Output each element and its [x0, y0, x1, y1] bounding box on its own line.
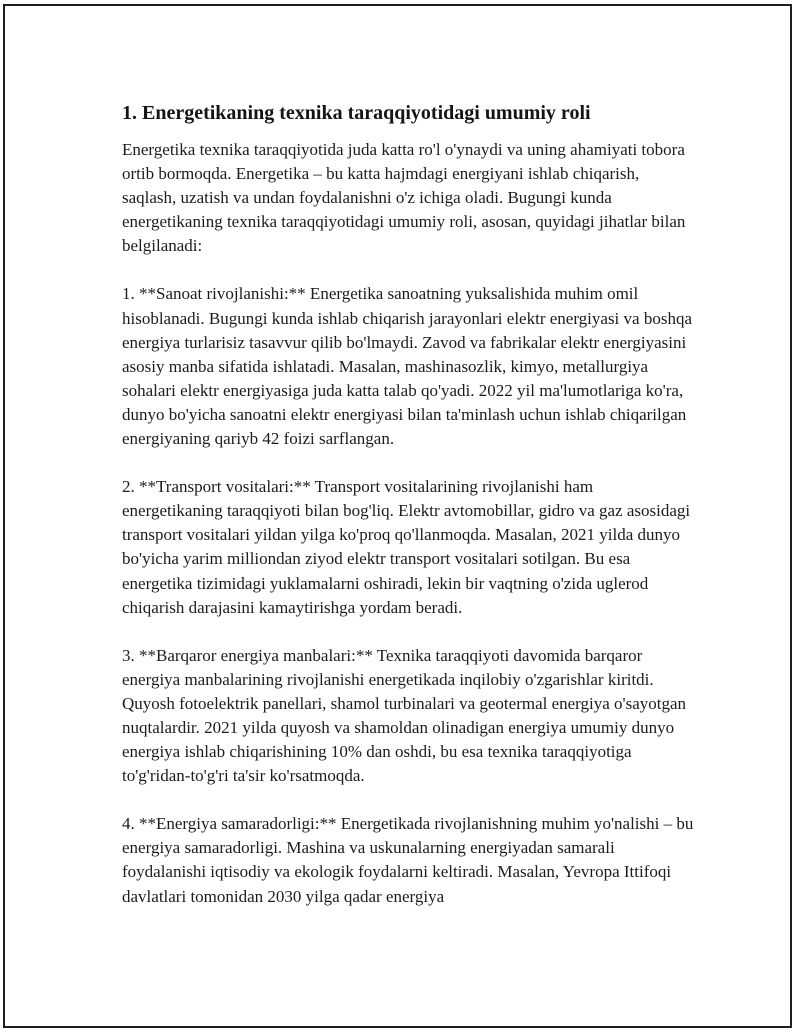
paragraph-transport: 2. **Transport vositalari:** Transport vositalarining rivojlanishi ham energetikaning taraqqiyoti bilan bog'liq. Elektr avtomobillar, gidro va gaz asosidagi transport vositalari yildan yilga ko'proq qo'llanmoqda. Masalan, 2021 yilda dunyo bo'yicha yarim milliondan ziyod elektr transport vositalari sotilgan. Bu esa energetika tizimidagi yuklamalarni oshiradi, lekin bir vaqtning o'zida uglerod chiqarish darajasini kamaytirishga yordam beradi.: [122, 477, 691, 617]
document-body: [122, 100, 694, 933]
paragraph-industry: 1. **Sanoat rivojlanishi:** Energetika sanoatning yuksalishida muhim omil hisoblanadi. Bugungi kunda ishlab chiqarish jarayonlari elektr energiyasi va boshqa energiya turlarisiz tasavvur qilib bo'lmaydi. Zavod va fabrikalar elektr energiyasini asosiy manba sifatida ishlatadi. Masalan, mashinasozlik, kimyo, metallurgiya sohalari elektr energiyasiga juda katta talab qo'yadi. 2022 yil ma'lumotlariga ko'ra, dunyo bo'yicha sanoatni elektr energiyasi bilan ta'minlash uchun ishlab chiqarilgan energiyaning qariyb 42 foizi sarflangan.: [122, 284, 692, 449]
paragraph-efficiency: 4. **Energiya samaradorligi:** Energetikada rivojlanishning muhim yo'nalishi – bu energiya samaradorligi. Mashina va uskunalarning energiyadan samarali foydalanishi iqtisodiy va ekologik foydalarni keltiradi. Masalan, Yevropa Ittifoqi davlatlari tomonidan 2030 yilga qadar energiya: [122, 814, 694, 906]
document-title: 1. Energetikaning texnika taraqqiyotidagi umumiy roli: [122, 102, 591, 124]
document-page: [3, 4, 792, 1028]
paragraph-renewables: 3. **Barqaror energiya manbalari:** Texnika taraqqiyoti davomida barqaror energiya manbalarining rivojlanishi energetikada inqilobiy o'zgarishlar kiritdi. Quyosh fotoelektrik panellari, shamol turbinalari va geotermal energiya o'sayotgan nuqtalardir. 2021 yilda quyosh va shamoldan olinadigan energiya umumiy dunyo energiya ishlab chiqarishining 10% dan oshdi, bu esa texnika taraqqiyotiga to'g'ridan-to'g'ri ta'sir ko'rsatmoqda.: [122, 645, 687, 786]
intro-paragraph: Energetika texnika taraqqiyotida juda katta ro'l o'ynaydi va uning ahamiyati tobora ortib bormoqda. Energetika – bu katta hajmdagi energiyani ishlab chiqarish, saqlash, uzatish va undan foydalanishni o'z ichiga oladi. Bugungi kunda energetikaning texnika taraqqiyotidagi umumiy roli, asosan, quyidagi jihatlar bilan belgilanadi:: [122, 140, 686, 256]
